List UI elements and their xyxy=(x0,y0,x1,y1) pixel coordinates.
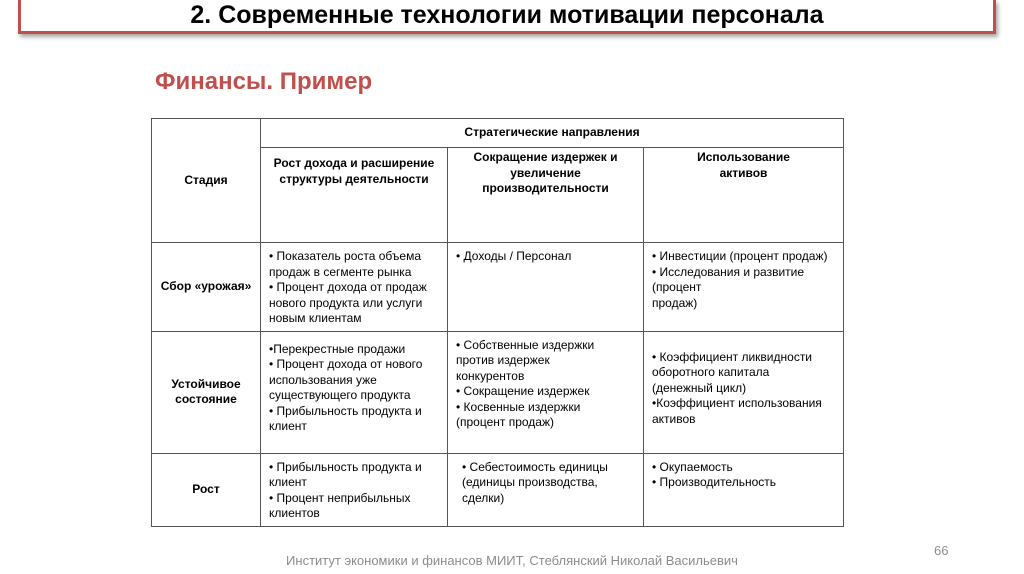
column-header-costs: Сокращение издержек и увеличение производительности xyxy=(448,148,644,243)
page-number: 66 xyxy=(934,543,949,558)
table-cell: • Инвестиции (процент продаж) • Исследования и развитие (процент продаж) xyxy=(644,243,844,332)
table-cell: • Показатель роста объема продаж в сегменте рынка • Процент дохода от продаж нового продукта или услуги новым клиентам xyxy=(261,243,448,332)
table-row xyxy=(152,243,844,332)
table-cell: • Коэффициент ликвидности оборотного капитала (денежный цикл) •Коэффициент использования активов xyxy=(644,331,844,453)
table-cell: •Перекрестные продажи • Процент дохода от нового использования уже существующего продукта • Прибыльность продукта и клиент xyxy=(261,331,448,453)
table-row xyxy=(152,331,844,453)
column-header-assets: Использование активов xyxy=(644,148,844,243)
table-cell: • Собственные издержки против издержек конкурентов • Сокращение издержек • Косвенные издержки (процент продаж) xyxy=(448,331,644,453)
table-row xyxy=(152,453,844,526)
table-cell: • Окупаемость • Производительность xyxy=(644,453,844,526)
table-cell: • Доходы / Персонал xyxy=(448,243,644,332)
row-label-steady: Устойчивое состояние xyxy=(152,331,261,453)
slide-title-bar xyxy=(18,0,996,34)
table-cell: • Себестоимость единицы (единицы производства, сделки) xyxy=(448,453,644,526)
column-header-revenue: Рост дохода и расширение структуры деятельности xyxy=(261,148,448,243)
strategy-table xyxy=(151,118,844,527)
row-label-harvest: Сбор «урожая» xyxy=(152,243,261,332)
table-cell: • Прибыльность продукта и клиент • Процент неприбыльных клиентов xyxy=(261,453,448,526)
slide-footer: Институт экономики и финансов МИИТ, Стеблянский Николай Васильевич xyxy=(286,553,738,568)
stage-header: Стадия xyxy=(152,119,261,243)
group-header: Стратегические направления xyxy=(261,119,844,148)
slide-subtitle: Финансы. Пример xyxy=(155,68,373,95)
slide-title: 2. Современные технологии мотивации персонала xyxy=(190,1,824,29)
row-label-growth: Рост xyxy=(152,453,261,526)
